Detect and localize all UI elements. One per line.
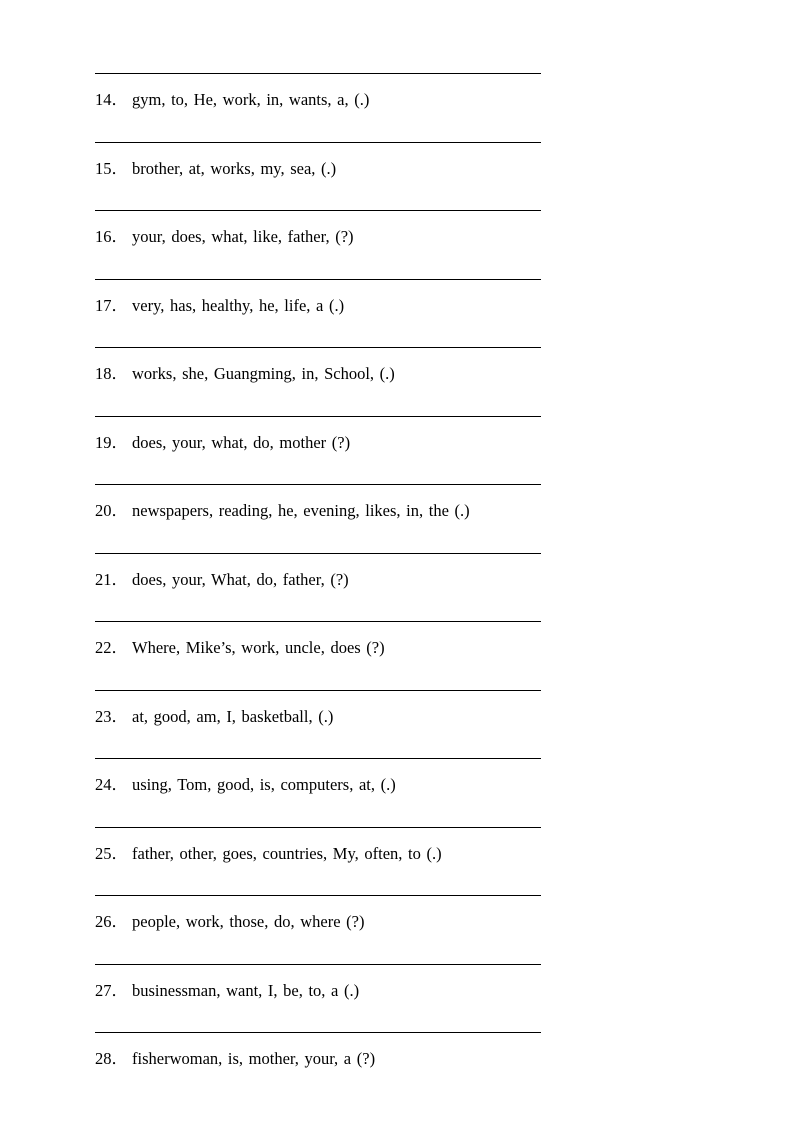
question-number: 26． [95, 912, 128, 931]
question-number: 17． [95, 295, 128, 315]
question-words: your, does, what, like, father, (?) [132, 227, 354, 246]
question-text [95, 843, 442, 865]
question-item [95, 828, 541, 896]
question-text [95, 1048, 375, 1070]
question-text [95, 774, 396, 796]
question-item [95, 759, 541, 827]
question-number: 22． [95, 638, 128, 657]
question-words: gym, to, He, work, in, wants, a, (.) [132, 90, 370, 109]
question-text [95, 89, 369, 111]
question-text [95, 432, 350, 454]
question-words: does, your, what, do, mother (?) [132, 432, 351, 452]
question-number: 16． [95, 227, 128, 246]
question-number: 15． [95, 158, 128, 178]
question-text [95, 980, 359, 1002]
question-item [95, 417, 541, 485]
question-number: 21． [95, 569, 128, 589]
question-item [95, 348, 541, 416]
question-text [95, 500, 470, 522]
question-item [95, 280, 541, 348]
question-text [95, 569, 349, 591]
question-item [95, 622, 541, 690]
question-words: very, has, healthy, he, life, a (.) [132, 295, 345, 315]
question-number: 28． [95, 1049, 128, 1068]
question-number: 14． [95, 90, 128, 109]
question-item [95, 1033, 541, 1101]
question-number: 18． [95, 364, 128, 383]
question-text [95, 706, 333, 728]
question-text [95, 363, 395, 385]
question-words: newspapers, reading, he, evening, likes, in, the (.) [132, 501, 470, 520]
question-item [95, 143, 541, 211]
question-text [95, 158, 336, 180]
question-number: 27． [95, 980, 128, 1000]
question-text [95, 226, 354, 248]
question-words: people, work, those, do, where (?) [132, 912, 365, 931]
question-item [95, 691, 541, 759]
question-words: fisherwoman, is, mother, your, a (?) [132, 1049, 376, 1068]
question-words: does, your, What, do, father, (?) [132, 569, 349, 589]
question-item [95, 554, 541, 622]
question-words: using, Tom, good, is, computers, at, (.) [132, 775, 396, 794]
question-number: 20． [95, 501, 128, 520]
question-item [95, 211, 541, 279]
question-item [95, 896, 541, 964]
question-item [95, 74, 541, 142]
question-number: 23． [95, 706, 128, 726]
question-text [95, 637, 385, 659]
question-words: father, other, goes, countries, My, often, to (.) [132, 843, 442, 863]
question-words: at, good, am, I, basketball, (.) [132, 706, 334, 726]
question-number: 25． [95, 843, 128, 863]
question-text [95, 295, 344, 317]
question-words: Where, Mike’s, work, uncle, does (?) [132, 638, 385, 657]
worksheet [95, 73, 541, 1101]
question-number: 24． [95, 775, 128, 794]
question-words: works, she, Guangming, in, School, (.) [132, 364, 395, 383]
question-item [95, 485, 541, 553]
question-item [95, 965, 541, 1033]
question-words: brother, at, works, my, sea, (.) [132, 158, 337, 178]
question-number: 19． [95, 432, 128, 452]
question-words: businessman, want, I, be, to, a (.) [132, 980, 360, 1000]
question-text [95, 911, 364, 933]
